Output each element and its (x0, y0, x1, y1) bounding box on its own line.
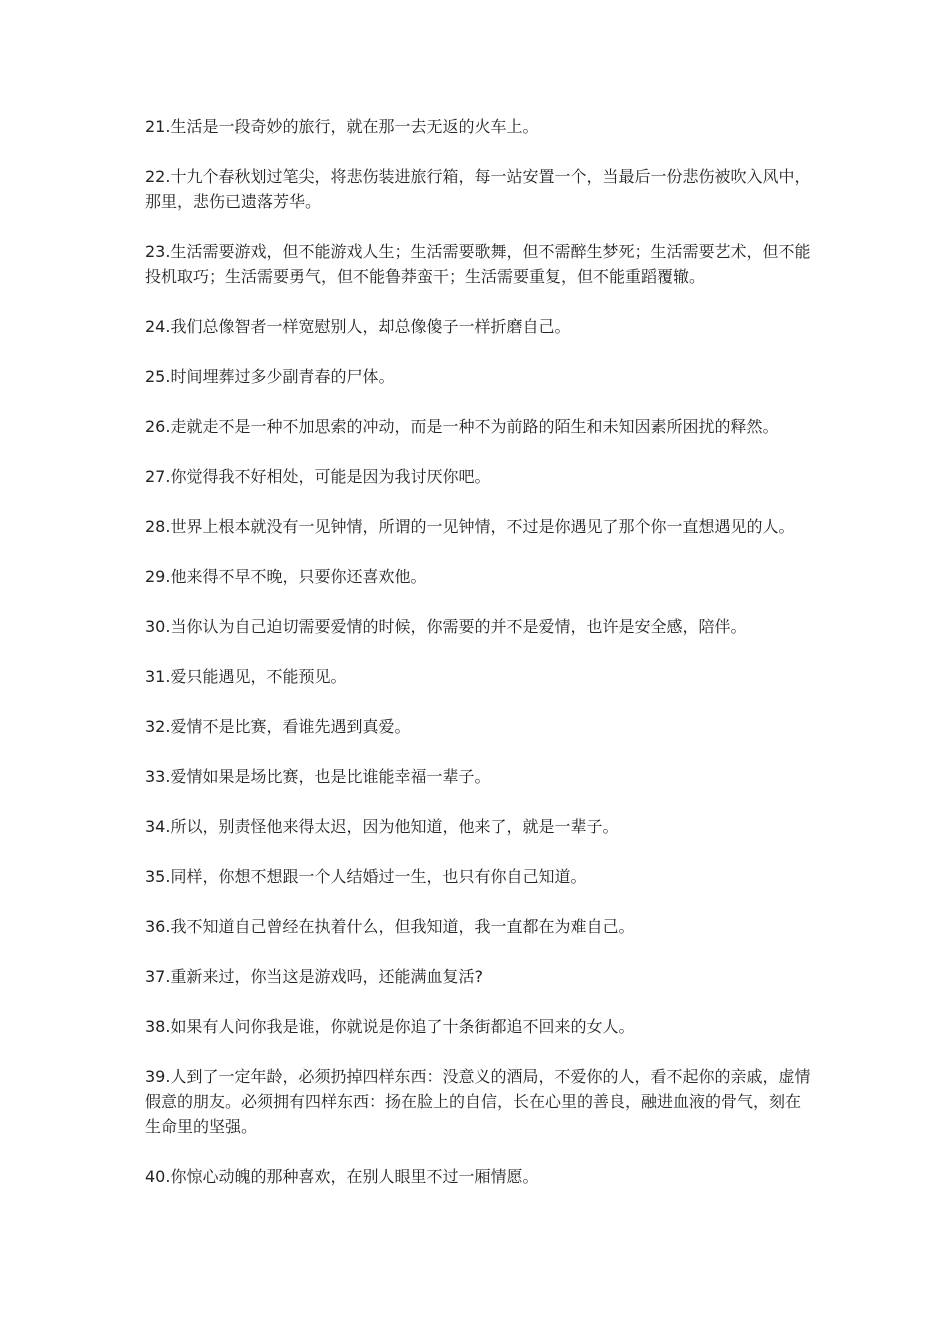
quote-25: 25.时间埋葬过多少副青春的尸体。 (145, 367, 395, 386)
quote-24: 24.我们总像智者一样宽慰别人，却总像傻子一样折磨自己。 (145, 317, 571, 336)
quote-30: 30.当你认为自己迫切需要爱情的时候，你需要的并不是爱情，也许是安全感，陪伴。 (145, 617, 747, 636)
quote-38: 38.如果有人问你我是谁，你就说是你追了十条街都追不回来的女人。 (145, 1017, 635, 1036)
quote-21: 21.生活是一段奇妙的旅行，就在那一去无返的火车上。 (145, 117, 539, 136)
quote-31: 31.爱只能遇见，不能预见。 (145, 667, 347, 686)
quote-40: 40.你惊心动魄的那种喜欢，在别人眼里不过一厢情愿。 (145, 1167, 539, 1186)
quote-39: 39.人到了一定年龄，必须扔掉四样东西：没意义的酒局，不爱你的人，看不起你的亲戚，虚情假意的朋友。必须拥有四样东西：扬在脸上的自信，长在心里的善良，融进血液的骨气，刻在生命里的坚强。 (145, 1067, 811, 1136)
quote-23: 23.生活需要游戏，但不能游戏人生；生活需要歌舞，但不需醉生梦死；生活需要艺术，但不能投机取巧；生活需要勇气，但不能鲁莽蛮干；生活需要重复，但不能重蹈覆辙。 (145, 242, 811, 286)
quote-22: 22.十九个春秋划过笔尖，将悲伤装进旅行箱，每一站安置一个，当最后一份悲伤被吹入风中，那里，悲伤已遗落芳华。 (145, 167, 811, 211)
quote-27: 27.你觉得我不好相处，可能是因为我讨厌你吧。 (145, 467, 491, 486)
quote-33: 33.爱情如果是场比赛，也是比谁能幸福一辈子。 (145, 767, 491, 786)
quote-34: 34.所以，别责怪他来得太迟，因为他知道，他来了，就是一辈子。 (145, 817, 619, 836)
quote-35: 35.同样，你想不想跟一个人结婚过一生，也只有你自己知道。 (145, 867, 587, 886)
quote-32: 32.爱情不是比赛，看谁先遇到真爱。 (145, 717, 411, 736)
quote-36: 36.我不知道自己曾经在执着什么，但我知道，我一直都在为难自己。 (145, 917, 635, 936)
quote-29: 29.他来得不早不晚，只要你还喜欢他。 (145, 567, 427, 586)
quote-28: 28.世界上根本就没有一见钟情，所谓的一见钟情，不过是你遇见了那个你一直想遇见的人。 (145, 517, 795, 536)
document-page (145, 114, 815, 1214)
quote-37: 37.重新来过，你当这是游戏吗，还能满血复活? (145, 967, 483, 986)
quote-26: 26.走就走不是一种不加思索的冲动，而是一种不为前路的陌生和未知因素所困扰的释然。 (145, 417, 779, 436)
